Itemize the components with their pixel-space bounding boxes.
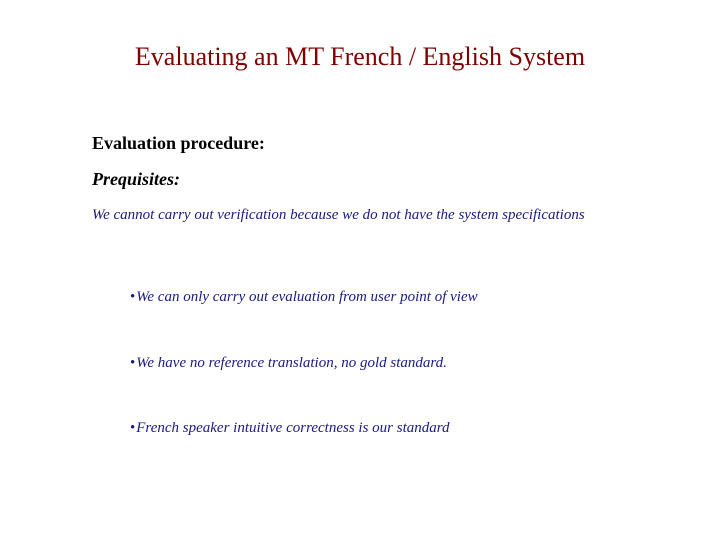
prerequisites-subheading: Prequisites: (92, 169, 180, 189)
bullet-item (130, 355, 447, 372)
bullet-text: French speaker intuitive correctness is our standard (136, 420, 450, 436)
bullet-text: We can only carry out evaluation from user point of view (136, 289, 478, 305)
bullet-item (130, 289, 478, 306)
evaluation-procedure-heading: Evaluation procedure: (92, 133, 265, 153)
bullet-text: We have no reference translation, no gold standard. (136, 355, 447, 371)
intro-paragraph: We cannot carry out verification because we do not have the system specifications (92, 207, 585, 223)
bullet-item (130, 420, 450, 437)
bullet-dot-icon: • (130, 289, 136, 305)
bullet-dot-icon: • (130, 355, 136, 371)
bullet-dot-icon: • (130, 420, 136, 436)
slide-title: Evaluating an MT French / English System (134, 42, 586, 71)
